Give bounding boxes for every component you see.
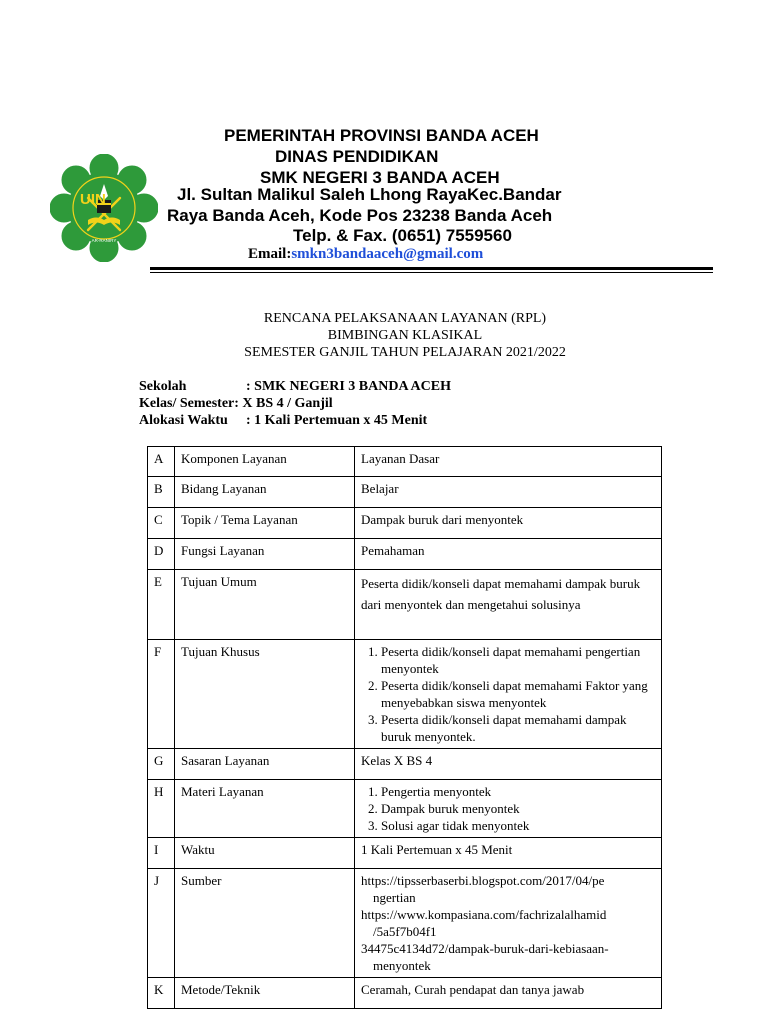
row-label: Tujuan Khusus	[175, 640, 355, 749]
header-rule-thick	[150, 267, 713, 270]
source-url-line[interactable]: menyontek	[373, 958, 431, 973]
row-code: C	[148, 508, 175, 539]
row-value: Belajar	[355, 477, 662, 508]
table-row	[148, 640, 662, 749]
materi-list	[361, 783, 655, 834]
source-url-line[interactable]: 34475c4134d72/dampak-buruk-dari-kebiasaan-	[361, 941, 609, 956]
row-code: E	[148, 570, 175, 640]
list-item: 3. Peserta didik/konseli dapat memahami dampak buruk menyontek.	[381, 711, 655, 745]
doc-title-2: BIMBINGAN KLASIKAL	[327, 328, 483, 343]
email-label: Email:	[248, 246, 292, 262]
list-item: 1. Pengertia menyontek	[381, 783, 655, 800]
row-label: Sumber	[175, 869, 355, 978]
row-value	[355, 869, 662, 978]
row-value: Ceramah, Curah pendapat dan tanya jawab	[355, 978, 662, 1009]
row-code: K	[148, 978, 175, 1009]
table-row	[148, 508, 662, 539]
table-row	[148, 780, 662, 838]
row-label: Sasaran Layanan	[175, 749, 355, 780]
header-rule-thin	[150, 272, 713, 273]
doc-title-3: SEMESTER GANJIL TAHUN PELAJARAN 2021/2022	[244, 345, 566, 360]
table-row	[148, 978, 662, 1009]
row-code: H	[148, 780, 175, 838]
row-label: Topik / Tema Layanan	[175, 508, 355, 539]
row-label: Fungsi Layanan	[175, 539, 355, 570]
logo-letters: UIN	[80, 191, 106, 208]
row-value: 1 Kali Pertemuan x 45 Menit	[355, 838, 662, 869]
row-code: B	[148, 477, 175, 508]
table-row	[148, 477, 662, 508]
table-row	[148, 570, 662, 640]
table-row	[148, 749, 662, 780]
table-row	[148, 539, 662, 570]
list-item: 2. Peserta didik/konseli dapat memahami Faktor yang menyebabkan siswa menyontek	[381, 677, 655, 711]
source-url-line[interactable]: ngertian	[373, 890, 416, 905]
doc-title-1: RENCANA PELAKSANAAN LAYANAN (RPL)	[263, 311, 547, 326]
row-value: Dampak buruk dari menyontek	[355, 508, 662, 539]
info-sekolah: Sekolah : SMK NEGERI 3 BANDA ACEH	[139, 379, 451, 394]
row-value	[355, 780, 662, 838]
row-value: Kelas X BS 4	[355, 749, 662, 780]
row-label: Komponen Layanan	[175, 447, 355, 477]
logo-ring-text: AR-RANIRY	[91, 238, 117, 243]
list-item: 1. Peserta didik/konseli dapat memahami pengertian menyontek	[381, 643, 655, 677]
email-link[interactable]: smkn3bandaaceh@gmail.com	[291, 246, 484, 262]
row-value: Peserta didik/konseli dapat memahami dampak buruk dari menyontek dan mengetahui solusinya	[355, 570, 662, 640]
row-code: G	[148, 749, 175, 780]
list-item: 2. Dampak buruk menyontek	[381, 800, 655, 817]
row-code: A	[148, 447, 175, 477]
row-code: J	[148, 869, 175, 978]
info-kelas: Kelas/ Semester: X BS 4 / Ganjil	[139, 396, 333, 411]
row-code: F	[148, 640, 175, 749]
source-url-line[interactable]: https://www.kompasiana.com/fachrizalalhamid	[361, 907, 607, 922]
table-row	[148, 838, 662, 869]
tujuan-khusus-list	[361, 643, 655, 745]
row-value: Pemahaman	[355, 539, 662, 570]
row-label: Tujuan Umum	[175, 570, 355, 640]
source-url-line[interactable]: /5a5f7b04f1	[373, 924, 437, 939]
row-label: Materi Layanan	[175, 780, 355, 838]
row-label: Bidang Layanan	[175, 477, 355, 508]
row-label: Metode/Teknik	[175, 978, 355, 1009]
row-label: Waktu	[175, 838, 355, 869]
uin-logo	[50, 154, 158, 262]
rpl-table	[147, 446, 662, 1009]
row-value: Layanan Dasar	[355, 447, 662, 477]
row-code: D	[148, 539, 175, 570]
source-url-line[interactable]: https://tipsserbaserbi.blogspot.com/2017/04/pe	[361, 873, 605, 888]
info-alokasi: Alokasi Waktu : 1 Kali Pertemuan x 45 Menit	[139, 413, 428, 428]
table-row	[148, 869, 662, 978]
row-code: I	[148, 838, 175, 869]
list-item: 3. Solusi agar tidak menyontek	[381, 817, 655, 834]
row-value	[355, 640, 662, 749]
table-row	[148, 447, 662, 477]
